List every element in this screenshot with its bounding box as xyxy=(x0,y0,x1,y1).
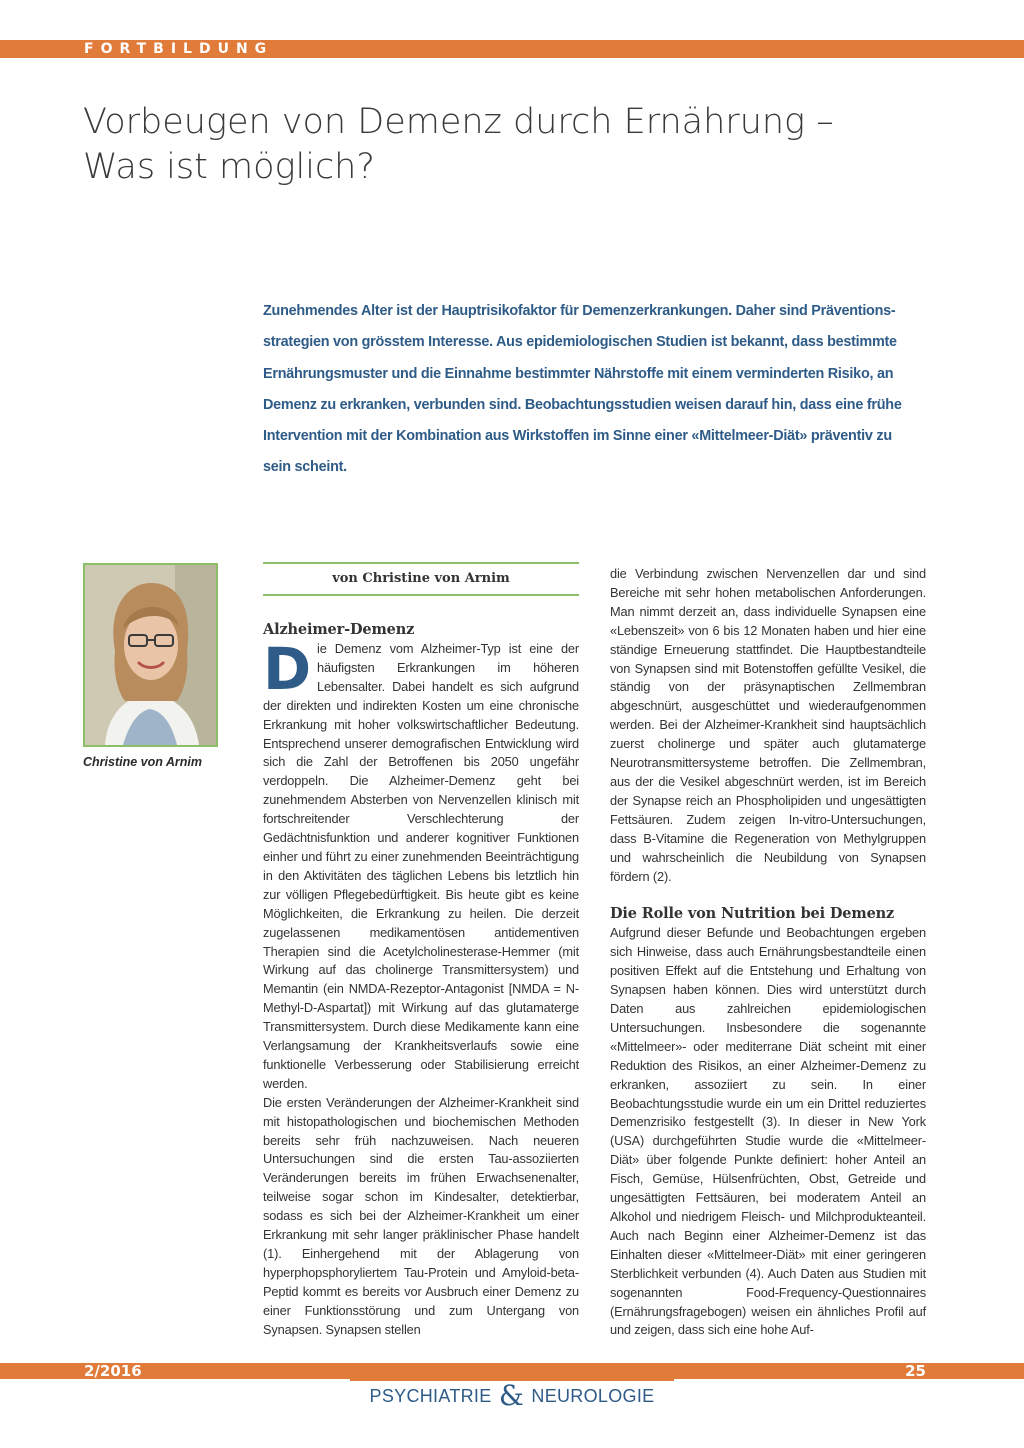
journal-name-part2: NEUROLOGIE xyxy=(531,1386,655,1406)
section-heading-alzheimer: Alzheimer-Demenz xyxy=(263,621,415,638)
column-right xyxy=(610,565,926,1340)
photo-caption: Christine von Arnim xyxy=(83,755,202,769)
article-lead: Zunehmendes Alter ist der Hauptrisikofaktor für Demenzerkrankungen. Daher sind Präventionsstrategien von grösstem Interesse. Aus epidemiologischen Studien ist bekannt, dass bestimmte Ernährungsmuster und die Einnahme bestimmter Nährstoffe mit einem verminderten Risiko, an Demenz zu erkranken, verbunden sind. Beobachtungsstudien weisen darauf hin, dass eine frühe Intervention mit der Kombination aus Wirkstoffen im Sinne einer «Mittelmeer-Diät» präventiv zu sein scheint. xyxy=(263,303,902,476)
issue-number: 2/2016 xyxy=(84,1362,142,1380)
author-photo xyxy=(83,563,218,747)
paragraph-text: ie Demenz vom Alzheimer-Typ ist eine der häufigsten Erkrankungen im höheren Lebensalter. Dabei handelt es sich aufgrund der direkten und indirekten Kosten um eine chronische Erkrankung mit hoher volkswirtschaftlicher Bedeutung. Entsprechend unserer demografischen Entwicklung wird sich die Zahl der Betroffenen bis 2050 ungefähr verdoppeln. Die Alzheimer-Demenz geht bei zunehmendem Absterben von Nervenzellen klinisch mit fortschreitender Verschlechterung der Gedächtnisfunktion und anderer kognitiver Funktionen einher und führt zu einer zunehmenden Beeinträchtigung in den Aktivitäten des täglichen Lebens bis letztlich hin zur völligen Pflegebedürftigkeit. Bis heute gibt es keine Möglichkeiten, die Erkrankung zu heilen. Die derzeit zugelassenen medikamentösen antidementiven Therapien sind die Acetylcholinesterase-Hemmer (mit Wirkung auf das cholinerge Transmittersystem) und Memantin (ein NMDA-Rezeptor-Antagonist [NMDA = N-Methyl-D-Aspartat]) mit Wirkung auf das glutamaterge Transmittersystem. Durch diese Medikamente kann eine Verlangsamung der Krankheitsverlaufs sowie eine funktionelle Verbesserung oder Stabilisierung erreicht werden. xyxy=(263,641,579,1091)
paragraph: Aufgrund dieser Befunde und Beobachtungen ergeben sich Hinweise, dass auch Ernährungsbestandteile einen positiven Effekt auf die Entstehung und Erhaltung von Synapsen haben können. Dies wird unterstützt durch Daten aus zahlreichen epidemiologischen Untersuchungen. Insbesondere die sogenannte «Mittelmeer»- oder mediterrane Diät scheint mit einer Reduktion des Risikos, an einer Alzheimer-Demenz zu erkranken, assoziiert zu sein. In einer Beobachtungsstudie wurde ein um ein Drittel reduziertes Demenzrisiko festgestellt (3). In dieser in New York (USA) durchgeführten Studie wurde die «Mittelmeer-Diät» über folgende Punkte definiert: hoher Anteil an Fisch, Gemüse, Hülsenfrüchten, Obst, Getreide und ungesättigten Fettsäuren, bei moderatem Anteil an Alkohol und niedrigem Fleisch- und Milchprodukteanteil. Auch nach Beginn einer Alzheimer-Demenz ist das Einhalten dieser «Mittelmeer-Diät» mit einer geringeren Sterblichkeit verbunden (4). Auch Daten aus Studien mit sogenannten Food-Frequency-Questionnaires (Ernährungsfragebogen) weisen ein ähnliches Profil auf und zeigen, dass sich eine hohe Auf- xyxy=(610,925,926,1338)
paragraph: Die ersten Veränderungen der Alzheimer-Krankheit sind mit histopathologischen und biochemischen Methoden bereits sehr früh nachzuweisen. Nach neueren Untersuchungen sind die ersten Tau-assoziierten Veränderungen bereits im frühen Erwachsenenalter, teilweise sogar schon im Kindesalter, detektierbar, sodass es sich bei der Alzheimer-Krankheit um einer Erkrankung mit sehr langer präklinischer Phase handelt (1). Einhergehend mit der Ablagerung von hyperphopsphoryliertem Tau-Protein und Amyloid-beta-Peptid kommt es bereits vor Ausbruch einer Demenz zu einer Funktionsstörung und zum Untergang von Synapsen. Synapsen stellen xyxy=(263,1094,579,1337)
journal-ampersand: & xyxy=(498,1379,525,1412)
section-label: FORTBILDUNG xyxy=(84,41,274,57)
author-byline: von Christine von Arnim xyxy=(263,562,579,596)
page-number: 25 xyxy=(905,1362,926,1380)
journal-logo xyxy=(350,1379,674,1419)
article-title-line1: Vorbeugen von Demenz durch Ernährung – xyxy=(83,102,834,142)
footer-accent-bar xyxy=(0,1363,1024,1379)
column-left xyxy=(263,620,579,1340)
section-heading-nutrition: Die Rolle von Nutrition bei Demenz xyxy=(610,905,895,923)
article-title xyxy=(83,100,943,190)
paragraph: die Verbindung zwischen Nervenzellen dar und sind Bereiche mit sehr hohen metabolischen Anforderungen. Man nimmt derzeit an, dass individuelle Synapsen eine «Lebenszeit» von 6 bis 12 Monaten haben und hier eine ständige Erneuerung stattfindet. Die Hauptbestandteile von Synapsen sind mit Botenstoffen gefüllte Vesikel, die ständig von der präsynaptischen Zellmembran abgeschnürt, ausgeschüttet und wiederaufgenommen werden. Bei der Alzheimer-Krankheit sind hauptsächlich zuerst cholinerge und später auch glutamaterge Neurotransmittersysteme betroffen. Die Zellmembran, aus der die Vesikel abgeschnürt werden, ist im Bereich der Synapse reich an Phospholipiden und ungesättigten Fettsäuren. Zudem zeigen In-vitro-Untersuchungen, dass B-Vitamine die Regeneration von Methylgruppen und wahrscheinlich die Neubildung von Synapsen fördern (2). xyxy=(610,566,926,884)
journal-name-part1: PSYCHIATRIE xyxy=(369,1386,492,1406)
dropcap: D xyxy=(263,635,311,703)
paragraph xyxy=(263,635,579,1094)
article-title-line2: Was ist möglich? xyxy=(83,147,375,187)
